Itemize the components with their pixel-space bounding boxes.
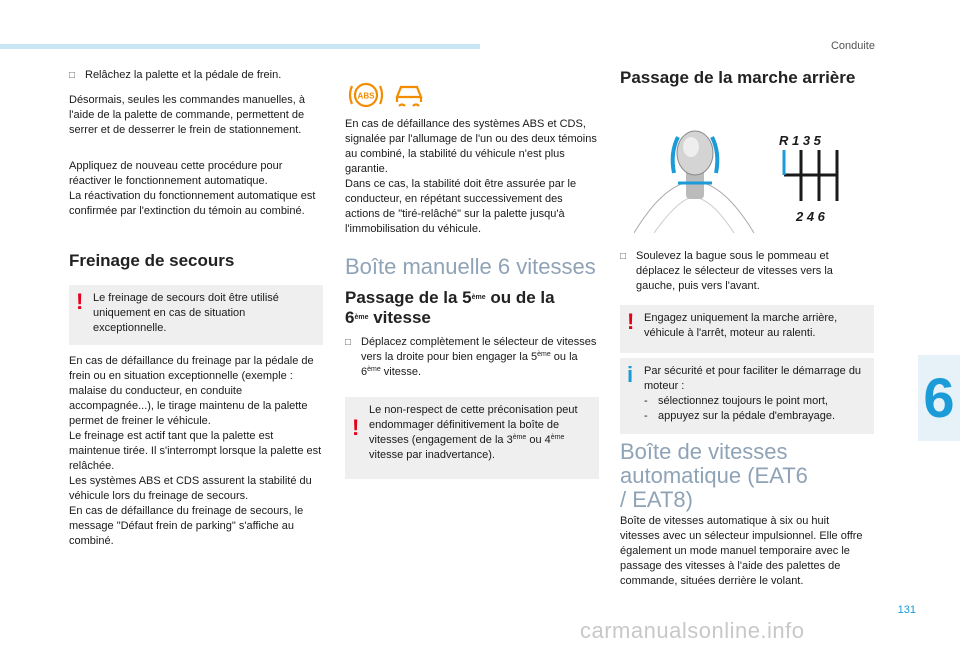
warning-text: Le freinage de secours doit être utilisé uniquement en cas de situation exceptionnelle.: [93, 292, 279, 334]
gear-pattern-diagram: [779, 133, 837, 224]
section-title-boite-automatique: Boîte de vitesses automatique (EAT6 / EAT8): [620, 439, 808, 512]
gear-bottom-labels: 2 4 6: [796, 209, 825, 224]
paragraph: En cas de défaillance des systèmes ABS et CDS, signalée par l'allumage de l'un ou des deux témoins au combiné, la stabilité du véhicule n'est plus garantie. Dans ce cas, la stabilité doit être assurée par le conducteur, en répétant successivement des actions de "tiré-relâché" sur la palette jusqu'à l'immobilisation du véhicule.: [345, 118, 597, 235]
warning-box: [69, 285, 323, 345]
section-title-boite-manuelle: Boîte manuelle 6 vitesses: [345, 254, 596, 279]
abs-icon-label: ABS: [357, 91, 375, 101]
heading-freinage-secours: Freinage de secours: [69, 251, 235, 270]
info-text: Par sécurité et pour faciliter le démarrage du moteur :: [644, 365, 862, 392]
page-number: 131: [897, 604, 916, 616]
watermark: carmanualsonline.info: [580, 618, 805, 643]
paragraph: En cas de défaillance du freinage par la pédale de frein ou en situation exceptionnelle (exemple : malaise du conducteur, en conduite accompagnée...), le tirage maintenu de la palette permet de freiner le véhicule. Le freinage est actif tant que la palette est maintenue tirée. Il s'interrompt lorsque la palette est relâchée. Les systèmes ABS et CDS assurent la stabilité du véhicule lors du freinage de secours. En cas de défaillance du freinage de secours, le message "Défaut frein de parking" s'affiche au combiné.: [69, 355, 322, 547]
checkbox-icon: □: [345, 337, 352, 348]
chapter-tab: [918, 355, 960, 441]
info-icon: i: [627, 362, 634, 387]
bullet-release: [69, 68, 323, 83]
warning-text: Le non-respect de cette préconisation peut endommager définitivement la boîte de vitesses (engagement de la 3ème ou 4ème vitesse par inadvertance).: [369, 404, 578, 461]
section-header: Conduite: [830, 40, 875, 52]
bullet-text: Relâchez la palette et la pédale de frein.: [85, 69, 282, 81]
paragraph: Désormais, seules les commandes manuelles, à l'aide de la palette de commande, permettent de serrer et de desserrer le frein de stationnement.: [69, 94, 305, 136]
warning-icon: !: [627, 309, 635, 334]
info-list-item: - sélectionnez toujours le point mort,: [644, 395, 828, 407]
warning-box: [345, 397, 599, 479]
paragraph: Appliquez de nouveau cette procédure pour réactiver le fonctionnement automatique. La réactivation du fonctionnement automatique est confirmée par l'extinction du témoin au combiné.: [69, 160, 316, 217]
warning-icon: !: [352, 415, 360, 440]
heading-passage-5-6: Passage de la 5ème ou de la 6ème vitesse: [345, 288, 555, 327]
bullet-soulevez: [620, 249, 874, 294]
skid-icon: [397, 87, 421, 106]
bullet-text: Soulevez la bague sous le pommeau et déplacez le sélecteur de vitesses vers la gauche, puis vers l'avant.: [636, 250, 833, 292]
gear-top-labels: R 1 3 5: [779, 133, 821, 148]
warning-text: Engagez uniquement la marche arrière, véhicule à l'arrêt, moteur au ralenti.: [644, 312, 838, 339]
gear-shift-illustration: [634, 123, 864, 241]
bullet-deplacez: [345, 335, 599, 380]
warning-box: [620, 305, 874, 353]
info-list-item: - appuyez sur la pédale d'embrayage.: [644, 410, 835, 422]
paragraph: Boîte de vitesses automatique à six ou huit vitesses avec un sélecteur impulsionnel. Elle offre également un mode manuel temporaire avec le passage des vitesses à l'aide des palettes de commande, situées derrière le volant.: [620, 515, 863, 587]
top-accent-bar: [0, 44, 480, 49]
checkbox-icon: □: [69, 70, 76, 81]
chapter-number: 6: [923, 366, 955, 429]
warning-icon: !: [76, 289, 84, 314]
checkbox-icon: □: [620, 251, 627, 262]
heading-marche-arriere: Passage de la marche arrière: [620, 68, 856, 87]
abs-warning-icons: [345, 75, 425, 115]
gear-knob-image: [634, 131, 754, 233]
info-box: [620, 358, 874, 434]
bullet-text: Déplacez complètement le sélecteur de vitesses vers la droite pour bien engager la 5ème ou la 6ème vitesse.: [361, 336, 597, 378]
